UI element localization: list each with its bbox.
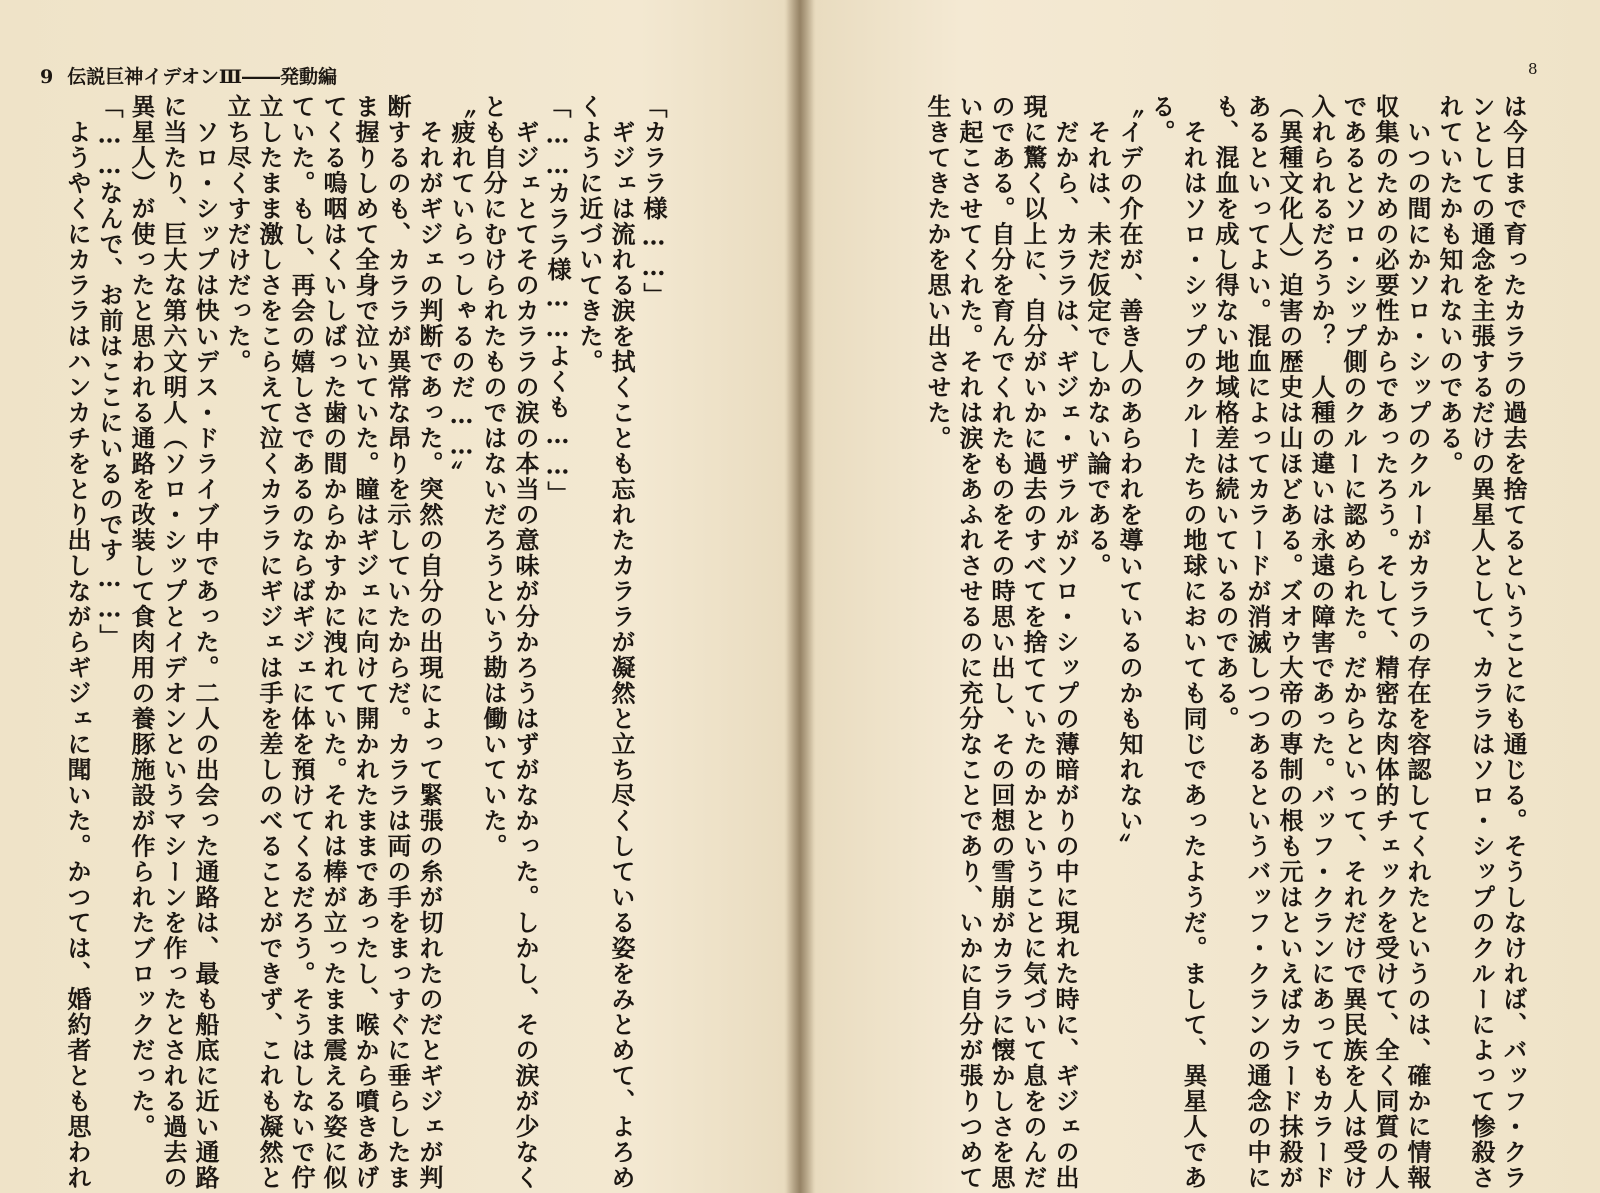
text-line: 現に驚く以上に、自分がいかに過去のすべてを捨てていたのかということに気づいて息をのんだ (1019, 94, 1048, 1191)
text-line: 断するのも、カララが異常な昂りを示していたからだ。カララは両の手をまっすぐに垂らしたま (383, 94, 412, 1191)
text-line: は今日まで育ったカララの過去を捨てるということにも通じる。そうしなければ、バッフ・クラ (1499, 94, 1528, 1191)
text-line: 「……なんで、お前はここにいるのです……」 (95, 94, 124, 650)
text-line: 収集のための必要性からであったろう。そして、精密な肉体的チェックを受けて、全く同質の人 (1371, 94, 1400, 1191)
text-line: それは、未だ仮定でしかない論である。 (1083, 94, 1112, 579)
text-line: ていた。もし、再会の嬉しさであるのならばギジェに体を預けてくるだろう。そうはしないで佇 (287, 94, 316, 1191)
text-line: であるとソロ・シップ側のクルーに認められた。だからといって、それだけで異民族を人は受け (1339, 94, 1368, 1191)
text-line: 異星人）が使ったと思われる通路を改装して食肉用の養豚施設が作られたブロックだった。 (127, 94, 156, 1140)
text-line: ソロ・シップは快いデス・ドライブ中であった。二人の出会った通路は、最も船底に近い通路 (191, 94, 220, 1191)
text-line: い起こさせてくれた。それは涙をあふれさせるのに充分なことであり、いかに自分が張りつめて (955, 94, 984, 1191)
text-line: ようやくにカララはハンカチをとり出しながらギジェに聞いた。かつては、婚約者とも思われ (63, 94, 92, 1191)
text-line: あるといってよい。混血によってカラードが消滅しつつあるというバッフ・クランの通念の中に (1243, 94, 1272, 1191)
text-line: 立ち尽くすだけだった。 (223, 94, 252, 375)
text-line: れていたかも知れないのである。 (1435, 94, 1464, 477)
text-line: 「カララ様……」 (639, 94, 668, 308)
text-line: それはソロ・シップのクルーたちの地球においても同じであったようだ。まして、異星人であ (1179, 94, 1208, 1191)
text-line: （異種文化人）迫害の歴史は山ほどある。ズオウ大帝の専制の根も元はといえばカラード抹殺が (1275, 94, 1304, 1191)
text-line: ンとしての通念を主張するだけの異星人として、カララはソロ・シップのクルーによって惨殺さ (1467, 94, 1496, 1191)
text-line: る。 (1147, 94, 1176, 145)
text-line: ギジェとてそのカララの涙の本当の意味が分かろうはずがなかった。しかし、その涙が少なく (511, 94, 540, 1191)
running-title: 伝説巨神イデオンⅢ――発動編 (67, 66, 337, 88)
text-line: 〝疲れていらっしゃるのだ……〟 (447, 94, 476, 487)
text-line: 入れられるだろうか？ 人種の違いは永遠の障害であった。バッフ・クランにあってもカラード (1307, 94, 1336, 1191)
text-line: 〝イデの介在が、善き人のあらわれを導いているのかも知れない〟 (1115, 94, 1144, 859)
right-page-number: 8 (1528, 60, 1538, 78)
text-line: のである。自分を育んでくれたものをその時思い出し、その回想の雪崩がカララに懐かしさを思 (987, 94, 1016, 1191)
text-line: も、混血を成し得ない地域格差は続いているのである。 (1211, 94, 1240, 732)
text-line: それがギジェの判断であった。突然の自分の出現によって緊張の糸が切れたのだとギジェが判 (415, 94, 444, 1191)
text-line: とも自分にむけられたものではないだろうという勘は働いていた。 (479, 94, 508, 859)
text-line: に当たり、巨大な第六文明人（ソロ・シップとイデオンというマシーンを作ったとされる過去の (159, 94, 188, 1191)
text-line: 「……カララ様……よくも……」 (543, 94, 572, 507)
text-line: くように近づいてきた。 (575, 94, 604, 375)
text-line: ま握りしめて全身で泣いていた。瞳はギジェに向けて開かれたままであったし、喉から噴きあげ (351, 94, 380, 1191)
left-running-header (40, 62, 337, 89)
text-line: てくる嗚咽はくいしばった歯の間からかすかに洩れていた。それは棒が立ったまま震える姿に似 (319, 94, 348, 1191)
text-line: いつの間にかソロ・シップのクルーがカララの存在を容認してくれたというのは、確かに情報 (1403, 94, 1432, 1191)
text-line: 立したまま激しさをこらえて泣くカララにギジェは手を差しのべることができず、これも凝然と (255, 94, 284, 1191)
left-page-number: 9 (40, 66, 54, 88)
text-line: ギジェは流れる涙を拭くことも忘れたカララが凝然と立ち尽くしている姿をみとめて、よろめ (607, 94, 636, 1191)
text-line: 生きてきたかを思い出させた。 (923, 94, 952, 451)
right-page (800, 0, 1600, 1193)
text-line: だから、カララは、ギジェ・ザラルがソロ・シップの薄暗がりの中に現れた時に、ギジェの出 (1051, 94, 1080, 1191)
